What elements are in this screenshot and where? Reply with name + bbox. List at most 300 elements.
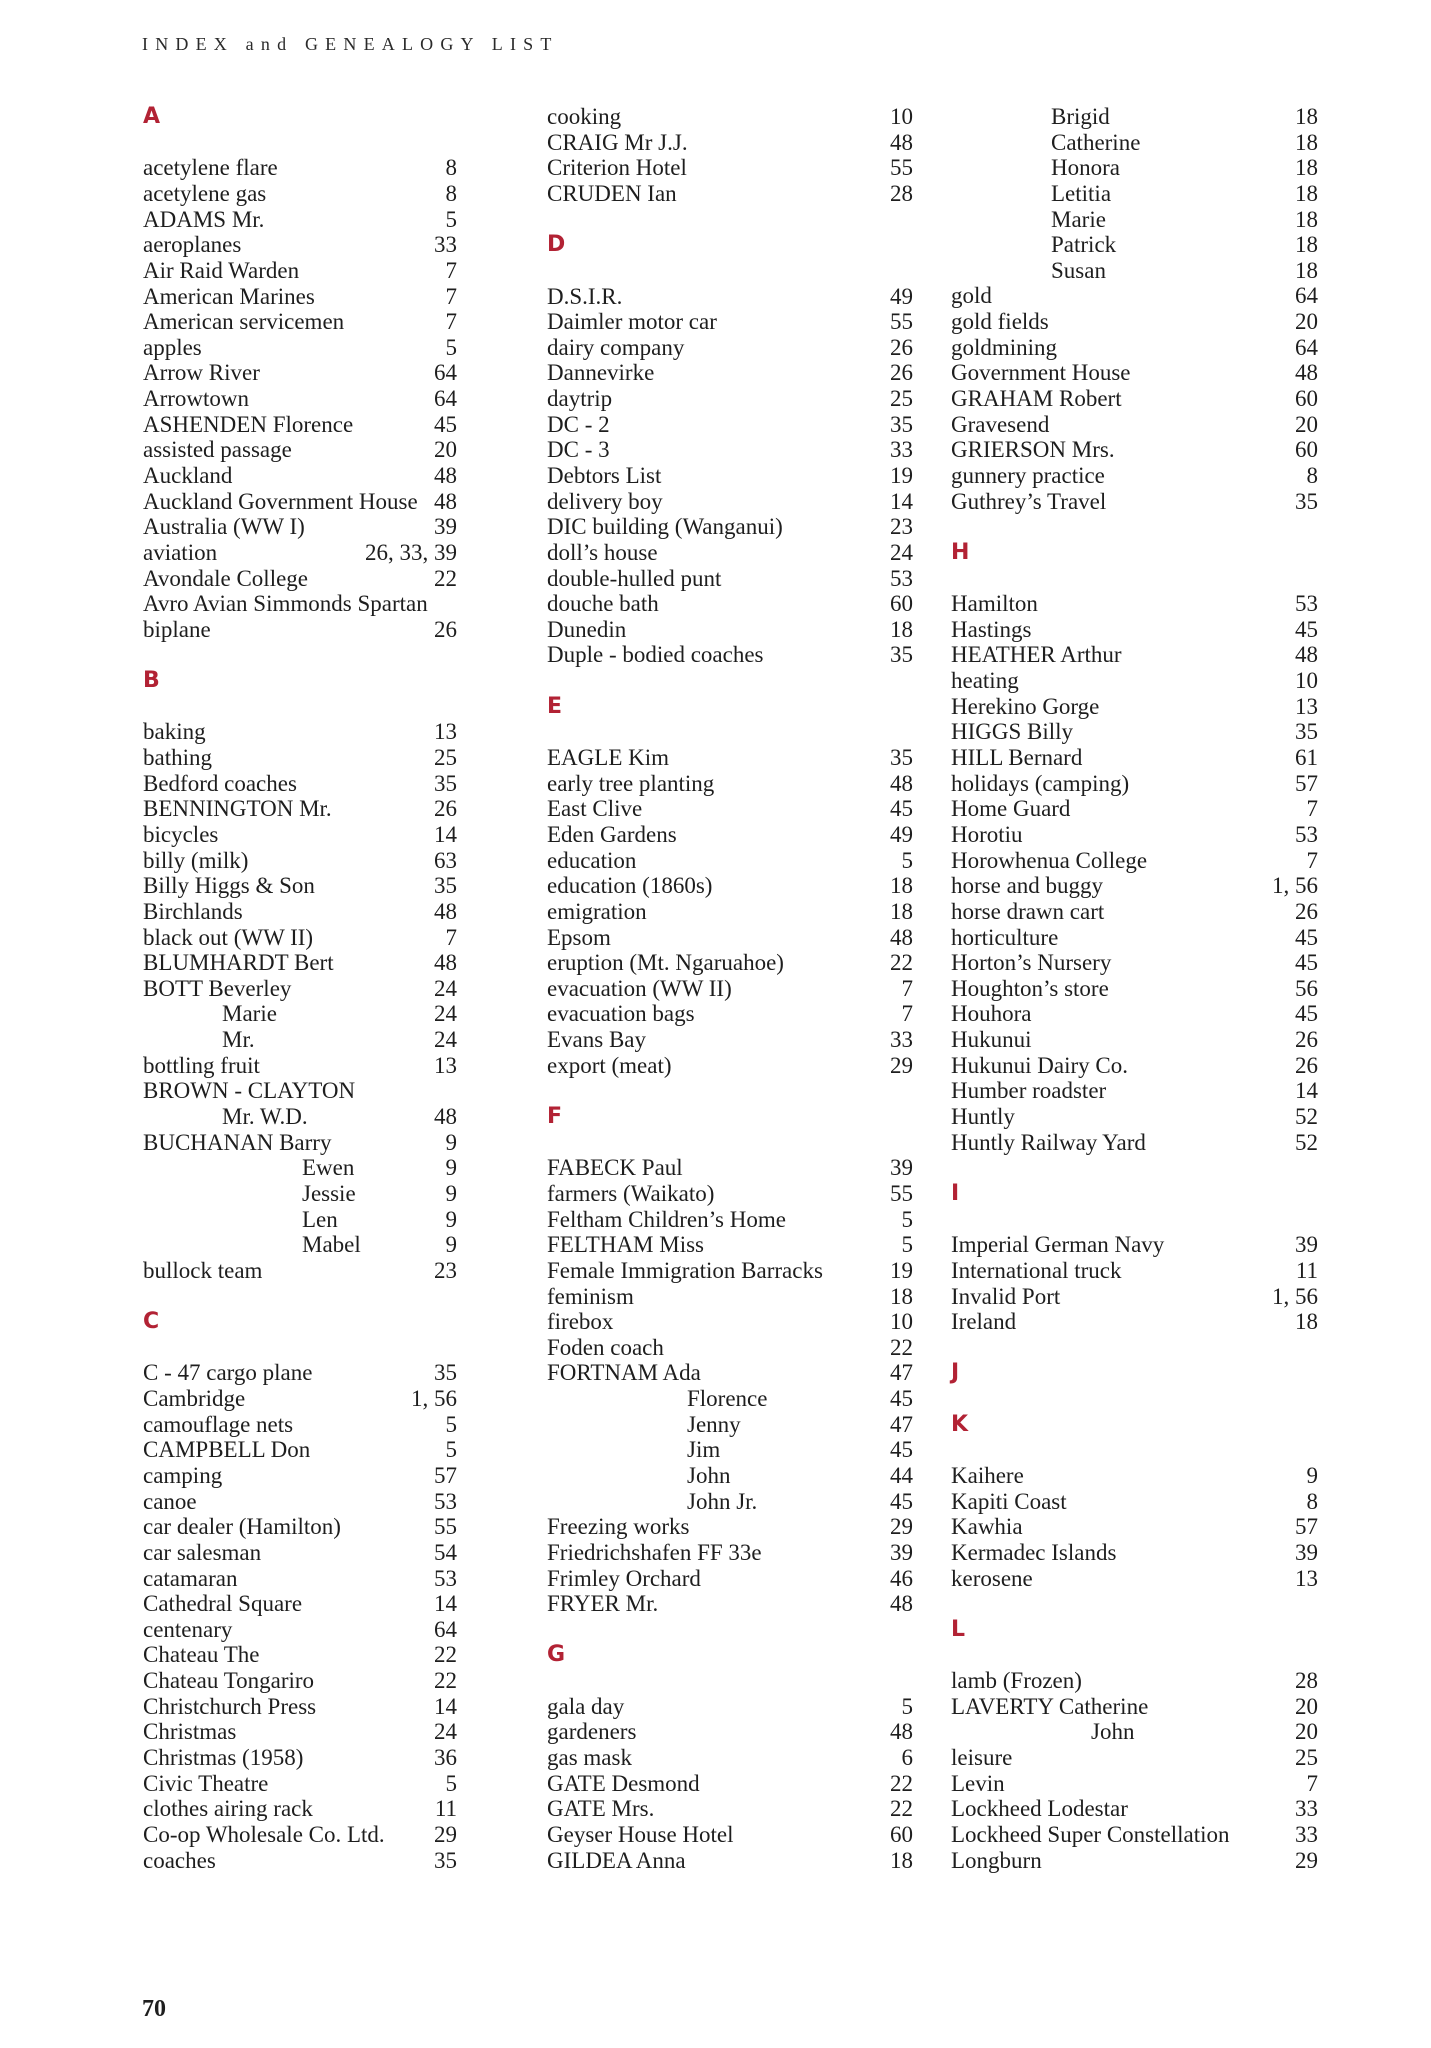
entry-pages: 20	[1295, 1719, 1318, 1745]
entry-label: LAVERTY Catherine	[951, 1693, 1149, 1719]
entry-label: Civic Theatre	[143, 1770, 269, 1796]
entry-pages: 18	[890, 1847, 913, 1873]
index-entry	[547, 1591, 913, 1617]
entry-pages: 24	[434, 1719, 457, 1745]
index-entry	[143, 514, 457, 540]
entry-label: Jenny	[687, 1411, 741, 1437]
index-entry	[547, 796, 913, 822]
entry-pages: 35	[890, 745, 913, 771]
entry-pages: 18	[890, 616, 913, 642]
entry-label: Daimler motor car	[547, 309, 717, 335]
entry-label: Jessie	[302, 1180, 356, 1206]
entry-label: GILDEA Anna	[547, 1847, 686, 1873]
entry-pages: 8	[1306, 462, 1318, 488]
entry-label: FABECK Paul	[547, 1155, 683, 1181]
entry-pages: 45	[1295, 950, 1318, 976]
index-entry	[143, 1489, 457, 1515]
entry-label: Len	[302, 1206, 338, 1232]
entry-pages: 13	[1295, 693, 1318, 719]
entry-label: John	[1091, 1719, 1135, 1745]
index-entry	[951, 745, 1318, 771]
entry-pages: 22	[890, 1770, 913, 1796]
entry-pages: 7	[901, 1001, 913, 1027]
entry-pages: 64	[434, 386, 457, 412]
entry-label: Air Raid Warden	[143, 257, 300, 283]
entry-pages: 35	[1295, 488, 1318, 514]
entry-pages: 9	[1306, 1463, 1318, 1489]
entry-pages: 18	[1295, 104, 1318, 129]
entry-label: bullock team	[143, 1257, 263, 1283]
entry-label: Florence	[687, 1386, 768, 1412]
entry-pages: 45	[890, 1437, 913, 1463]
index-entry	[143, 284, 457, 310]
entry-pages: 14	[434, 821, 457, 847]
index-entry	[951, 1489, 1318, 1515]
entry-pages: 55	[890, 1180, 913, 1206]
index-entry	[951, 1745, 1318, 1771]
entry-pages: 5	[445, 1411, 457, 1437]
entry-pages: 7	[1306, 1770, 1318, 1796]
entry-pages: 45	[1295, 1001, 1318, 1027]
entry-pages: 35	[1295, 719, 1318, 745]
index-subentry	[143, 1104, 457, 1130]
entry-label: John Jr.	[687, 1488, 758, 1514]
index-entry	[143, 1258, 457, 1284]
index-entry	[951, 617, 1318, 643]
entry-pages: 35	[890, 642, 913, 668]
entry-pages: 23	[434, 1257, 457, 1283]
entry-label: Chateau Tongariro	[143, 1668, 315, 1694]
blank-row	[951, 1155, 1318, 1181]
entry-label: feminism	[547, 1283, 634, 1309]
entry-pages: 57	[1295, 770, 1318, 796]
index-entry	[951, 412, 1318, 438]
index-entry	[143, 360, 457, 386]
entry-label: Eden Gardens	[547, 821, 677, 847]
entry-pages: 26	[890, 334, 913, 360]
entry-label: Epsom	[547, 924, 611, 950]
entry-label: Auckland Government House	[143, 488, 418, 514]
entry-label: Evans Bay	[547, 1027, 647, 1053]
entry-label: Frimley Orchard	[547, 1565, 701, 1591]
index-entry	[951, 1001, 1318, 1027]
entry-pages: 24	[434, 1001, 457, 1027]
entry-label: Guthrey’s Travel	[951, 488, 1107, 514]
entry-label: CRUDEN Ian	[547, 180, 677, 206]
entry-label: East Clive	[547, 796, 643, 822]
index-subentry	[143, 1207, 457, 1233]
blank-row	[547, 1078, 913, 1104]
entry-label: D.S.I.R.	[547, 283, 623, 309]
entry-label: Susan	[1051, 257, 1106, 283]
entry-label: Cambridge	[143, 1386, 246, 1412]
index-subentry	[547, 1437, 913, 1463]
entry-label: gas mask	[547, 1745, 632, 1771]
index-entry	[143, 1412, 457, 1438]
entry-pages: 54	[434, 1539, 457, 1565]
entry-pages: 36	[434, 1745, 457, 1771]
entry-label: Geyser House Hotel	[547, 1821, 734, 1847]
entry-label: American Marines	[143, 283, 315, 309]
entry-label: Chateau The	[143, 1642, 260, 1668]
entry-pages: 39	[1295, 1539, 1318, 1565]
index-column-2	[547, 104, 913, 1873]
index-entry	[951, 950, 1318, 976]
index-entry	[547, 104, 913, 130]
entry-label: Feltham Children’s Home	[547, 1206, 786, 1232]
entry-label: Debtors List	[547, 462, 662, 488]
entry-pages: 22	[890, 1334, 913, 1360]
entry-pages: 48	[434, 488, 457, 514]
entry-pages: 5	[445, 1437, 457, 1463]
entry-label: acetylene gas	[143, 180, 267, 206]
index-entry	[547, 976, 913, 1002]
index-entry	[143, 232, 457, 258]
index-entry	[143, 822, 457, 848]
entry-pages: 7	[445, 309, 457, 335]
entry-pages: 22	[434, 565, 457, 591]
entry-label: Horotiu	[951, 821, 1023, 847]
index-subentry	[951, 130, 1318, 156]
entry-pages: 55	[890, 309, 913, 335]
index-entry	[547, 1207, 913, 1233]
index-subentry	[951, 207, 1318, 233]
entry-pages: 48	[434, 1104, 457, 1130]
index-entry	[951, 976, 1318, 1002]
index-entry	[547, 1745, 913, 1771]
entry-label: Cathedral Square	[143, 1591, 303, 1617]
entry-label: eruption (Mt. Ngaruahoe)	[547, 950, 784, 976]
entry-pages: 5	[901, 1206, 913, 1232]
entry-label: GATE Desmond	[547, 1770, 700, 1796]
index-entry	[951, 642, 1318, 668]
index-entry	[143, 1078, 457, 1104]
entry-pages: 7	[901, 975, 913, 1001]
entry-label: kerosene	[951, 1565, 1033, 1591]
entry-pages: 64	[1295, 334, 1318, 360]
entry-pages: 13	[434, 1052, 457, 1078]
entry-label: Duple - bodied coaches	[547, 642, 764, 668]
entry-label: GRAHAM Robert	[951, 386, 1122, 412]
index-entry	[951, 360, 1318, 386]
entry-label: C - 47 cargo plane	[143, 1360, 313, 1386]
entry-pages: 60	[890, 591, 913, 617]
entry-pages: 9	[445, 1155, 457, 1181]
index-entry	[547, 566, 913, 592]
entry-pages: 20	[1295, 309, 1318, 335]
blank-row	[143, 1284, 457, 1310]
entry-label: Invalid Port	[951, 1283, 1061, 1309]
index-subentry	[143, 1027, 457, 1053]
section-letter-heading: D	[547, 232, 566, 258]
index-entry	[547, 489, 913, 515]
entry-label: BUCHANAN Barry	[143, 1129, 332, 1155]
entry-pages: 29	[434, 1821, 457, 1847]
entry-pages: 35	[434, 770, 457, 796]
entry-label: doll’s house	[547, 539, 658, 565]
entry-pages: 25	[1295, 1745, 1318, 1771]
index-entry	[143, 873, 457, 899]
entry-pages: 24	[434, 975, 457, 1001]
entry-pages: 26, 33, 39	[365, 539, 457, 565]
section-letter-heading: E	[547, 693, 563, 719]
entry-label: John	[687, 1463, 731, 1488]
index-entry	[547, 284, 913, 310]
entry-pages: 22	[434, 1642, 457, 1668]
section-letter-heading: J	[951, 1360, 960, 1386]
entry-label: Auckland	[143, 462, 233, 488]
entry-pages: 25	[890, 386, 913, 412]
index-entry	[143, 207, 457, 233]
index-entry	[951, 822, 1318, 848]
entry-pages: 52	[1295, 1104, 1318, 1129]
entry-pages: 10	[890, 1309, 913, 1335]
entry-label: Longburn	[951, 1847, 1042, 1873]
entry-label: HIGGS Billy	[951, 719, 1074, 745]
entry-pages: 26	[1295, 898, 1318, 924]
entry-label: Herekino Gorge	[951, 693, 1100, 719]
index-entry	[547, 591, 913, 617]
index-entry	[143, 1514, 457, 1540]
index-entry	[547, 873, 913, 899]
entry-label: Kapiti Coast	[951, 1488, 1067, 1514]
entry-label: camping	[143, 1463, 223, 1488]
entry-pages: 18	[1295, 1309, 1318, 1335]
index-entry	[951, 1078, 1318, 1104]
index-entry	[547, 1258, 913, 1284]
entry-label: douche bath	[547, 591, 659, 617]
index-entry	[143, 1463, 457, 1489]
entry-label: Ewen	[302, 1155, 355, 1181]
entry-label: car salesman	[143, 1539, 262, 1565]
entry-pages: 23	[890, 514, 913, 540]
entry-label: Home Guard	[951, 796, 1071, 822]
entry-pages: 9	[445, 1180, 457, 1206]
entry-label: American servicemen	[143, 309, 345, 335]
entry-pages: 45	[1295, 924, 1318, 950]
entry-label: Marie	[1051, 206, 1106, 232]
index-column-3	[951, 104, 1318, 1873]
entry-label: farmers (Waikato)	[547, 1180, 715, 1206]
index-entry	[143, 719, 457, 745]
page-number: 70	[142, 1996, 166, 2022]
entry-label: horse and buggy	[951, 873, 1104, 899]
index-entry	[143, 1437, 457, 1463]
entry-pages: 9	[445, 1129, 457, 1155]
index-entry	[143, 1360, 457, 1386]
index-subentry	[547, 1412, 913, 1438]
index-entry	[143, 540, 457, 566]
index-entry	[951, 1668, 1318, 1694]
entry-label: ADAMS Mr.	[143, 206, 265, 232]
entry-label: daytrip	[547, 386, 613, 412]
entry-pages: 18	[890, 898, 913, 924]
index-entry	[951, 1232, 1318, 1258]
entry-pages: 22	[434, 1668, 457, 1694]
entry-pages: 35	[890, 411, 913, 437]
entry-label: baking	[143, 719, 206, 745]
index-entry	[143, 1694, 457, 1720]
entry-label: early tree planting	[547, 770, 715, 796]
entry-pages: 26	[890, 360, 913, 386]
entry-pages: 29	[890, 1052, 913, 1078]
entry-label: Letitia	[1051, 180, 1112, 206]
index-subentry	[547, 1386, 913, 1412]
entry-label: biplane	[143, 616, 211, 642]
index-entry	[143, 1130, 457, 1156]
index-entry	[951, 489, 1318, 515]
entry-pages: 20	[1295, 411, 1318, 437]
index-entry	[547, 1694, 913, 1720]
entry-pages: 5	[901, 1232, 913, 1258]
entry-label: apples	[143, 334, 202, 360]
entry-pages: 45	[890, 796, 913, 822]
entry-label: aviation	[143, 539, 218, 565]
index-entry	[547, 617, 913, 643]
index-entry	[143, 258, 457, 284]
index-entry	[951, 848, 1318, 874]
entry-pages: 53	[434, 1488, 457, 1514]
entry-label: ASHENDEN Florence	[143, 411, 354, 437]
entry-label: Humber roadster	[951, 1078, 1107, 1104]
entry-label: car dealer (Hamilton)	[143, 1514, 341, 1540]
entry-pages: 14	[434, 1693, 457, 1719]
index-entry	[143, 1053, 457, 1079]
entry-pages: 39	[890, 1539, 913, 1565]
entry-pages: 5	[445, 334, 457, 360]
index-entry	[951, 1694, 1318, 1720]
entry-pages: 11	[434, 1796, 457, 1822]
index-entry	[547, 848, 913, 874]
entry-pages: 24	[434, 1027, 457, 1053]
entry-label: cooking	[547, 104, 622, 129]
index-entry	[547, 925, 913, 951]
entry-label: Lockheed Super Constellation	[951, 1822, 1230, 1847]
entry-label: Female Immigration Barracks	[547, 1257, 823, 1283]
index-entry	[547, 1514, 913, 1540]
entry-pages: 48	[890, 129, 913, 155]
index-entry	[951, 1130, 1318, 1156]
entry-pages: 64	[434, 1616, 457, 1642]
entry-label: Patrick	[1051, 232, 1117, 258]
entry-pages: 48	[434, 950, 457, 976]
entry-label: Dunedin	[547, 616, 627, 642]
index-entry	[143, 848, 457, 874]
entry-pages: 52	[1295, 1129, 1318, 1155]
section-letter-heading: K	[951, 1411, 969, 1437]
entry-label: Mr.	[222, 1027, 255, 1053]
entry-pages: 20	[1295, 1693, 1318, 1719]
entry-pages: 7	[445, 257, 457, 283]
entry-label: International truck	[951, 1257, 1122, 1283]
entry-pages: 6	[901, 1745, 913, 1771]
index-entry	[143, 489, 457, 515]
index-entry	[547, 1027, 913, 1053]
index-entry	[143, 1540, 457, 1566]
entry-label: GATE Mrs.	[547, 1796, 655, 1822]
entry-pages: 8	[1306, 1488, 1318, 1514]
index-subentry	[547, 1489, 913, 1515]
entry-pages: 26	[1295, 1027, 1318, 1053]
entry-pages: 39	[890, 1155, 913, 1181]
section-letter-heading: F	[547, 1104, 563, 1130]
entry-label: goldmining	[951, 334, 1058, 360]
index-entry	[143, 1771, 457, 1797]
entry-pages: 45	[890, 1386, 913, 1412]
entry-label: DC - 3	[547, 437, 610, 463]
index-entry	[951, 1822, 1318, 1848]
index-entry	[951, 1284, 1318, 1310]
entry-label: Kawhia	[951, 1514, 1023, 1540]
entry-pages: 7	[1306, 796, 1318, 822]
index-entry	[951, 1309, 1318, 1335]
section-letter-heading: A	[143, 104, 161, 129]
entry-label: gold	[951, 283, 992, 309]
index-entry	[547, 1822, 913, 1848]
entry-label: Co-op Wholesale Co. Ltd.	[143, 1821, 385, 1847]
entry-pages: 60	[1295, 437, 1318, 463]
entry-pages: 33	[434, 232, 457, 258]
index-entry	[143, 591, 457, 617]
entry-pages: 60	[890, 1821, 913, 1847]
entry-pages: 53	[434, 1565, 457, 1591]
entry-pages: 1, 56	[1272, 1283, 1318, 1309]
entry-pages: 28	[1295, 1668, 1318, 1694]
index-entry	[547, 412, 913, 438]
entry-pages: 29	[1295, 1847, 1318, 1873]
entry-pages: 14	[890, 488, 913, 514]
index-subentry	[143, 1232, 457, 1258]
index-entry	[547, 335, 913, 361]
running-head: INDEX and GENEALOGY LIST	[142, 34, 559, 54]
blank-row	[547, 668, 913, 694]
index-entry	[547, 1540, 913, 1566]
entry-label: heating	[951, 668, 1019, 694]
entry-label: Billy Higgs & Son	[143, 873, 315, 899]
entry-label: gold fields	[951, 309, 1049, 335]
index-entry	[951, 771, 1318, 797]
index-subentry	[951, 1719, 1318, 1745]
section-letter-heading: L	[951, 1616, 966, 1642]
index-entry	[143, 1566, 457, 1592]
entry-pages: 18	[1295, 206, 1318, 232]
entry-pages: 49	[890, 283, 913, 309]
entry-label: acetylene flare	[143, 155, 278, 181]
entry-label: Gravesend	[951, 411, 1050, 437]
index-entry	[547, 642, 913, 668]
entry-label: Hukunui Dairy Co.	[951, 1052, 1128, 1078]
index-entry	[547, 1771, 913, 1797]
entry-label: HILL Bernard	[951, 745, 1083, 771]
entry-label: Hastings	[951, 616, 1032, 642]
entry-label: Christmas (1958)	[143, 1745, 304, 1771]
entry-label: gunnery practice	[951, 462, 1105, 488]
entry-label: Christchurch Press	[143, 1693, 317, 1719]
entry-label: Friedrichshafen FF 33e	[547, 1539, 762, 1565]
entry-pages: 22	[890, 950, 913, 976]
index-entry	[951, 1027, 1318, 1053]
index-entry	[143, 1848, 457, 1874]
entry-pages: 8	[445, 180, 457, 206]
index-subentry	[547, 1463, 913, 1489]
entry-label: Hamilton	[951, 591, 1038, 617]
index-entry	[547, 1001, 913, 1027]
index-entry	[143, 1668, 457, 1694]
index-column-1	[143, 104, 457, 1873]
index-entry	[951, 1566, 1318, 1592]
entry-label: dairy company	[547, 334, 685, 360]
entry-pages: 55	[434, 1514, 457, 1540]
